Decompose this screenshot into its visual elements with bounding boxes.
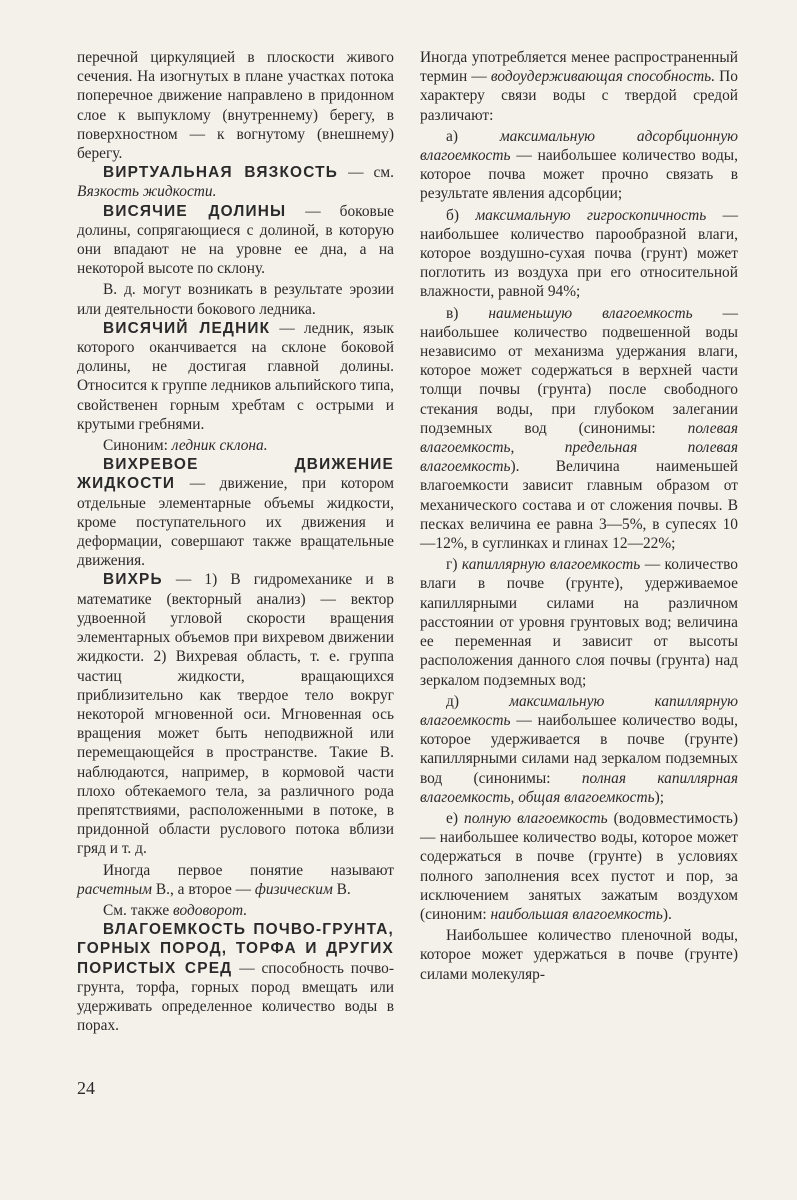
entry-vortex: ВИХРЬ — 1) В гидромеханике и в математике (векторный анализ) — вектор удвоенной угловой скорости вращения элементарных объемов при вихревом движении жидкости. 2) Вихревая область, т. е. группа частиц жидкости, вращающихся приблизительно как твердое тело вокруг некоторой мгновенной оси. Мгновенная ось вращения может быть неподвижной или перемещающейся в пространстве. Такие В. наблюдаются, например, в кормовой части плохо обтекаемого тела, за различного рода препятствиями, расположенными в потоке, в придонной области руслового потока вблизи гряд и т. д.: [77, 571, 394, 858]
entry-headword: ВИРТУАЛЬНАЯ ВЯЗКОСТЬ: [103, 164, 339, 182]
entry-hanging-valleys: ВИСЯЧИЕ ДОЛИНЫ — боковые долины, сопрягающиеся с долиной, в которую они впадают не на уровне ее дна, а на некоторой высоте по склону.: [77, 202, 394, 278]
list-item-b: б) максимальную гигроскопичность — наибольшее количество парообразной влаги, которое воздушно-сухая почва (грунт) может поглотить из воздуха при его относительной влажности, равной 94%;: [420, 206, 738, 301]
entry-headword: ВИХРЬ: [103, 571, 163, 589]
left-column: [77, 48, 394, 1035]
entry-headword: ВЛАГОЕМКОСТЬ ПОЧВО-ГРУНТА, ГОРНЫХ ПОРОД, ТОРФА И ДРУГИХ ПОРИСТЫХ СРЕД: [77, 921, 394, 977]
closing-paragraph: Наибольшее количество пленочной воды, которое может удержаться в почве (грунте) силами молекуляр-: [420, 927, 738, 983]
page-number: 24: [77, 1078, 95, 1098]
right-column: [420, 48, 738, 984]
entry-moisture-capacity: ВЛАГОЕМКОСТЬ ПОЧВО-ГРУНТА, ГОРНЫХ ПОРОД, ТОРФА И ДРУГИХ ПОРИСТЫХ СРЕД — способность почво-грунта, торфа, горных пород вмещать или удерживать определенное количество воды в порах.: [77, 921, 394, 1035]
list-item-d: д) максимальную капиллярную влагоемкость — наибольшее количество воды, которое удерживается в почве (грунте) капиллярными силами над зеркалом подземных вод (синонимы: полная капиллярная влагоемкость, общая влагоемкость);: [420, 692, 738, 806]
list-item-a: а) максимальную адсорбционную влагоемкость — наибольшее количество воды, которое почва может прочно связать в результате явления адсорбции;: [420, 127, 738, 203]
entry-paragraph: Иногда первое понятие называют расчетным В., а второе — физическим В.: [77, 861, 394, 898]
entry-headword: ВИХРЕВОЕ ДВИЖЕНИЕ ЖИДКОСТИ: [77, 456, 394, 493]
continuation-paragraph: Иногда употребляется менее распространенный термин — водоудерживающая способность. По характеру связи воды с твердой средой различают:: [420, 49, 738, 124]
entry-paragraph: В. д. могут возникать в результате эрозии или деятельности бокового ледника.: [77, 281, 394, 318]
entry-virtual-viscosity: ВИРТУАЛЬНАЯ ВЯЗКОСТЬ — см. Вязкость жидкости.: [77, 164, 394, 201]
list-item-e: е) полную влагоемкость (водовместимость) — наибольшее количество воды, которое может содержаться в почве (грунте) в условиях полного заполнения всех пустот и пор, за исключением занятых зажатым воздухом (синоним: наибольшая влагоемкость).: [420, 809, 738, 923]
list-item-g: г) капиллярную влагоемкость — количество влаги в почве (грунте), удерживаемое капиллярными силами на различном расстоянии от уровня грунтовых вод; величина ее переменная и зависит от высоты расположения данного слоя почвы (грунта) над зеркалом подземных вод;: [420, 556, 739, 689]
entry-hanging-glacier: ВИСЯЧИЙ ЛЕДНИК — ледник, язык которого оканчивается на склоне боковой долины, не достигая главной долины. Относится к группе ледников альпийского типа, свойственен горным хребтам с острыми и крутыми гребнями.: [77, 319, 394, 433]
continuation-paragraph: перечной циркуляцией в плоскости живого сечения. На изогнутых в плане участках потока поперечное движение направлено в придонном слое к выпуклому (внутреннему) берегу, в поверхностном — к вогнутому (внешнему) берегу.: [77, 49, 394, 163]
list-item-v: в) наименьшую влагоемкость — наибольшее количество подвешенной воды независимо от механизма удержания влаги, которое может содержаться в верхней части толщи почвы (грунта) после свободного стекания воды, при глубоком залегании подземных вод (синонимы: полевая влагоемкость, предельная полевая влагоемкость). Величина наименьшей влагоемкости зависит главным образом от механического состава и от сложения почвы. В песках величина ее равна 3—5%, в супесях 10—12%, в суглинках и глинах 12—22%;: [420, 304, 738, 553]
entry-vortex-motion: ВИХРЕВОЕ ДВИЖЕНИЕ ЖИДКОСТИ — движение, при котором отдельные элементарные объемы жидкости, кроме поступательного их движения и деформации, совершают также вращательные движения.: [77, 456, 394, 570]
see-also-line: См. также водоворот.: [103, 901, 248, 919]
entry-headword: ВИСЯЧИЕ ДОЛИНЫ: [103, 202, 287, 220]
cross-reference: Вязкость жидкости.: [77, 183, 217, 201]
entry-headword: ВИСЯЧИЙ ЛЕДНИК: [103, 319, 271, 337]
synonym-line: Синоним: ледник склона.: [103, 437, 268, 455]
